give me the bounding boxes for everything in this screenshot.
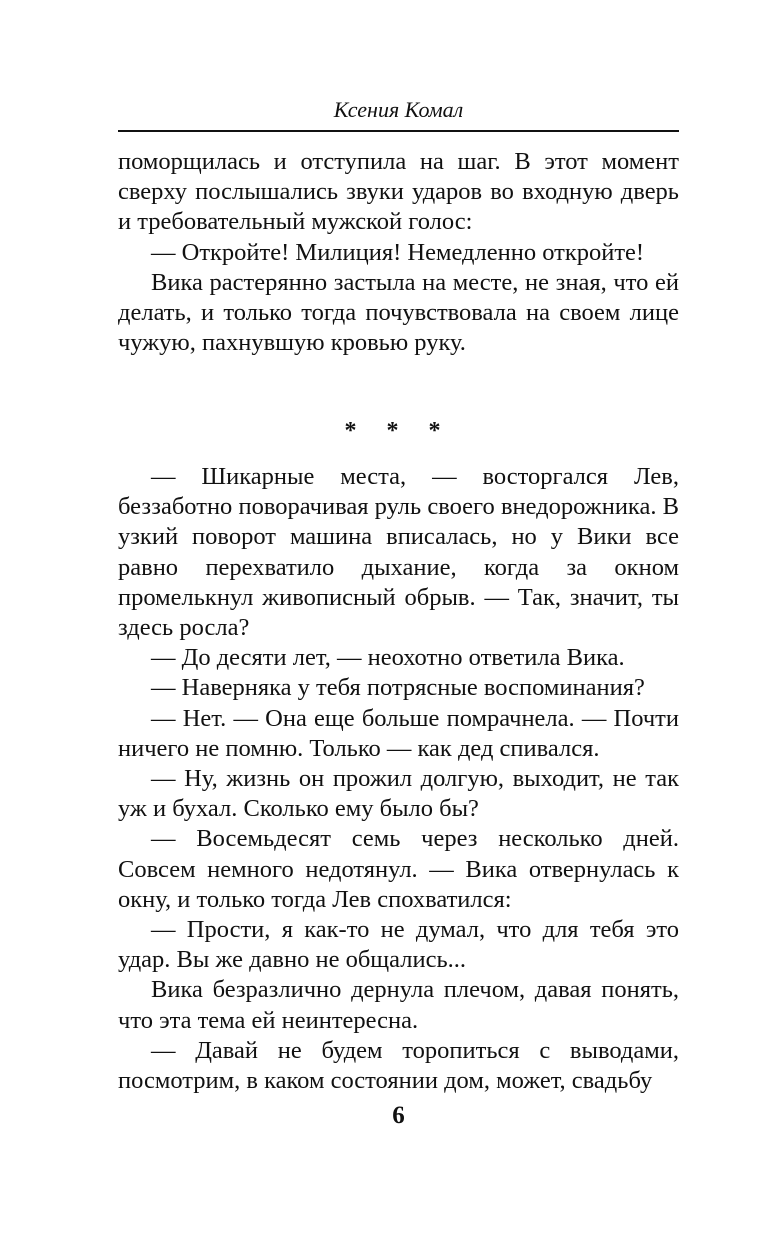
paragraph: — Наверняка у тебя потрясные воспоминания? [151,674,645,702]
paragraph: — До десяти лет, — неохотно ответила Вика. [151,644,625,672]
running-header-author: Ксения Комал [333,97,464,122]
paragraph: — Ну, жизнь он прожил долгую, выходит, не так уж и бухал. Сколько ему было бы? [118,765,679,823]
section-separator: * * * [344,418,453,444]
paragraph: поморщилась и отступила на шаг. В этот момент сверху послышались звуки ударов во входную дверь и требовательный мужской голос: [118,148,679,236]
paragraph: Вика растерянно застыла на месте, не зная, что ей делать, и только тогда почувствовала на своем лице чужую, пахнувшую кровью руку. [118,268,679,357]
paragraph: — Откройте! Милиция! Немедленно откройте! [151,238,645,266]
text-block-top [118,147,679,358]
paragraph: — Нет. — Она еще больше помрачнела. — Почти ничего не помню. Только — как дед спивался. [118,704,679,762]
header-rule [118,130,679,132]
page-number: 6 [392,1102,405,1129]
paragraph: — Шикарные места, — восторгался Лев, беззаботно поворачивая руль своего внедорожника. В узкий поворот машина вписалась, но у Вики все равно перехватило дыхание, когда за окном промелькнул живописный обрыв. — Так, значит, ты здесь росла? [118,463,679,642]
paragraph: — Давай не будем торопиться с выводами, посмотрим, в каком состоянии дом, может, свадьбу [118,1036,679,1095]
paragraph: — Прости, я как-то не думал, что для тебя это удар. Вы же давно не общались... [118,916,679,974]
paragraph: Вика безразлично дернула плечом, давая понять, что эта тема ей неинтересна. [118,976,679,1034]
text-block-bottom [118,462,679,1096]
paragraph: — Восемьдесят семь через несколько дней. Совсем немного недотянул. — Вика отвернулась к окну, и только тогда Лев спохватился: [118,825,679,913]
